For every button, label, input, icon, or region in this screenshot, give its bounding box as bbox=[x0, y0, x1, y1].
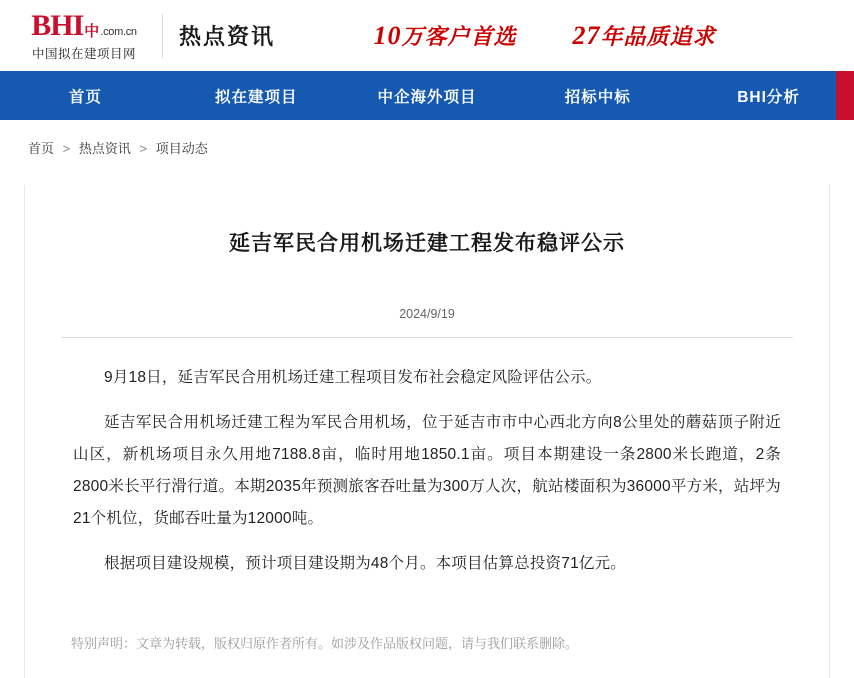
article-paragraph: 9月18日，延吉军民合用机场迁建工程项目发布社会稳定风险评估公示。 bbox=[104, 368, 602, 386]
header-slogans bbox=[275, 20, 854, 51]
logo-subtitle: 中国拟在建项目网 bbox=[31, 47, 136, 61]
nav-item-bhi-analysis[interactable]: BHI分析 bbox=[737, 88, 800, 106]
logo-brand-mark: 中 bbox=[84, 23, 100, 40]
breadcrumb-item-project-news[interactable]: 项目动态 bbox=[155, 141, 208, 156]
breadcrumb-separator: > bbox=[139, 141, 148, 156]
header-section-label: 热点资讯 bbox=[179, 24, 276, 49]
breadcrumb-separator: > bbox=[62, 141, 71, 156]
header-divider bbox=[162, 14, 163, 58]
slogan-2-number: 27 bbox=[572, 21, 601, 50]
site-logo[interactable] bbox=[16, 9, 152, 62]
nav-item-overseas-projects[interactable]: 中企海外项目 bbox=[377, 88, 477, 106]
breadcrumb-item-hot-news[interactable]: 热点资讯 bbox=[78, 141, 131, 156]
logo-brand-text: BHI bbox=[31, 9, 84, 42]
article-disclaimer: 特别声明：文章为转载，版权归原作者所有。如涉及作品版权问题，请与我们联系删除。 bbox=[71, 636, 579, 652]
nav-item-bidding[interactable]: 招标中标 bbox=[564, 88, 631, 106]
nav-item-home[interactable]: 首页 bbox=[68, 88, 102, 106]
logo-wordmark bbox=[31, 11, 136, 41]
logo-domain-text: .com.cn bbox=[100, 26, 137, 38]
main-nav bbox=[0, 71, 854, 120]
article-card bbox=[24, 185, 830, 678]
breadcrumb bbox=[0, 120, 854, 171]
slogan-2 bbox=[573, 20, 716, 51]
article-paragraph: 根据项目建设规模，预计项目建设期为48个月。本项目估算总投资71亿元。 bbox=[104, 555, 626, 573]
article-body bbox=[71, 338, 783, 581]
page-title: 延吉军民合用机场迁建工程发布稳评公示 bbox=[229, 232, 625, 256]
slogan-2-text: 年品质追求 bbox=[600, 24, 716, 49]
slogan-1-text: 万客户首选 bbox=[401, 24, 517, 49]
article-paragraph: 延吉军民合用机场迁建工程为军民合用机场，位于延吉市市中心西北方向8公里处的蘑菇顶子附近山区，新机场项目永久用地7188.8亩，临时用地1850.1亩。项目本期建设一条2800米长跑道，2条2800米长平行滑行道。本期2035年预测旅客吞吐量为300万人次，航站楼面积为36000平方米，站坪为21个机位，货邮吞吐量为12000吨。 bbox=[73, 414, 781, 527]
breadcrumb-item-home[interactable]: 首页 bbox=[28, 141, 55, 156]
slogan-1 bbox=[373, 20, 516, 51]
nav-item-planned-projects[interactable]: 拟在建项目 bbox=[214, 88, 298, 106]
slogan-1-number: 10 bbox=[373, 21, 402, 50]
site-header bbox=[0, 0, 854, 71]
article-date: 2024/9/19 bbox=[399, 306, 455, 321]
